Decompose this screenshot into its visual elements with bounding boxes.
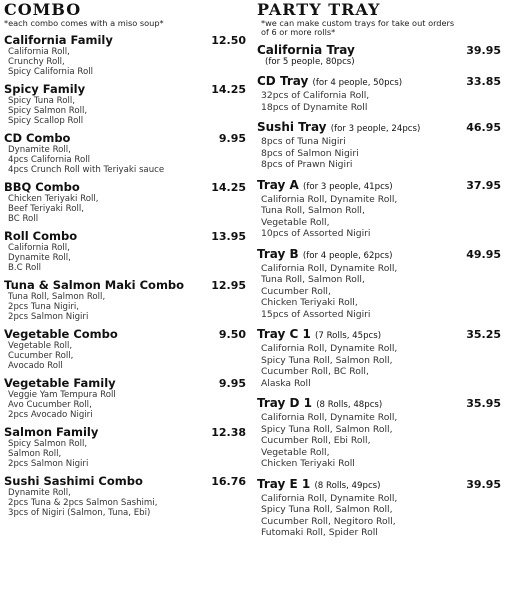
tray-size: (for 4 people, 62pcs) <box>302 250 393 261</box>
item-price: 12.95 <box>211 279 246 292</box>
tray-name: Tray C 1 <box>257 327 311 341</box>
description-line: Cucumber Roll, BC Roll, <box>261 366 369 377</box>
party-tray-list <box>257 43 501 539</box>
description-line: 18pcs of Dynamite Roll <box>261 101 368 113</box>
description-line: 4pcs California Roll <box>8 155 91 165</box>
description-line: Cucumber Roll, <box>261 285 331 297</box>
item-header <box>4 328 246 341</box>
description-line: Spicy Scallop Roll <box>8 116 84 126</box>
tray-size: (for 4 people, 50pcs) <box>312 78 403 88</box>
description-line: California Roll, Dynamite Roll, <box>261 492 398 504</box>
item-header <box>257 120 501 136</box>
description-line: 32pcs of California Roll, <box>261 90 370 101</box>
item-name: Vegetable Combo <box>4 327 118 341</box>
party-tray-note: *we can make custom trays for take out orders of 6 or more rolls* <box>261 18 455 37</box>
tray-name: CD Tray <box>257 74 309 88</box>
item-price: 9.95 <box>218 132 246 145</box>
item-name <box>257 396 382 412</box>
item-description <box>4 194 246 224</box>
menu-item <box>4 328 246 371</box>
item-name <box>257 74 402 90</box>
description-line: Veggie Yam Tempura Roll <box>8 390 116 400</box>
description-line: 2pcs Avocado Nigiri <box>8 410 93 420</box>
description-line: California Roll, Dynamite Roll, <box>261 193 398 205</box>
item-description <box>257 136 501 171</box>
tray-size: (for 5 people, 80pcs) <box>265 57 355 67</box>
item-price: 9.95 <box>218 377 246 390</box>
item-name: Tuna & Salmon Maki Combo <box>4 278 185 292</box>
item-header <box>4 230 246 243</box>
item-name: BBQ Combo <box>4 180 80 194</box>
item-price: 12.50 <box>211 34 246 47</box>
item-description <box>257 412 501 470</box>
item-description <box>257 263 501 321</box>
item-description <box>4 292 246 322</box>
tray-item <box>257 43 501 67</box>
party-tray-title: PARTY TRAY <box>257 0 381 19</box>
menu-item <box>4 279 246 322</box>
item-price: 35.25 <box>466 328 501 341</box>
description-line: Futomaki Roll, Spider Roll <box>261 527 378 538</box>
description-line: Spicy Tuna Roll, Salmon Roll, <box>261 423 393 435</box>
description-line: Vegetable Roll, <box>8 341 73 351</box>
description-line: BC Roll <box>8 214 39 224</box>
description-line: B.C Roll <box>8 263 41 273</box>
tray-size: (for 3 people, 41pcs) <box>303 181 393 192</box>
menu-item <box>4 475 246 518</box>
item-name: Spicy Family <box>4 82 86 96</box>
item-price: 37.95 <box>466 178 501 192</box>
item-header <box>257 247 501 263</box>
item-header <box>4 34 246 47</box>
tray-size: (for 3 people, 24pcs) <box>330 124 421 134</box>
item-description <box>257 493 501 539</box>
tray-name: Tray A <box>257 177 299 192</box>
item-price: 16.76 <box>211 475 246 488</box>
item-price: 12.38 <box>211 426 246 439</box>
item-name: Roll Combo <box>4 229 78 243</box>
description-line: Cucumber Roll, Ebi Roll, <box>261 435 371 446</box>
item-header <box>4 83 246 96</box>
tray-item <box>257 327 501 389</box>
tray-name: Tray E 1 <box>257 476 311 491</box>
description-line: Cucumber Roll, <box>8 351 74 361</box>
item-name: California Family <box>4 33 113 47</box>
item-description <box>257 194 501 240</box>
description-line: Dynamite Roll, <box>8 253 71 263</box>
item-price: 13.95 <box>211 230 246 243</box>
item-name: Vegetable Family <box>4 376 116 390</box>
tray-name: Sushi Tray <box>257 120 327 134</box>
item-price: 35.95 <box>466 397 501 410</box>
description-line: California Roll, <box>8 47 70 57</box>
item-name <box>257 477 381 493</box>
item-price: 33.85 <box>466 75 501 88</box>
description-line: 8pcs of Tuna Nigiri <box>261 136 346 147</box>
combo-list <box>4 34 246 518</box>
item-name: Sushi Sashimi Combo <box>4 474 143 488</box>
item-description <box>4 390 246 420</box>
combo-title: COMBO <box>4 0 82 19</box>
description-line: Crunchy Roll, <box>8 57 65 67</box>
description-line: Vegetable Roll, <box>261 216 330 228</box>
description-line: Alaska Roll <box>261 377 311 389</box>
item-description <box>4 96 246 126</box>
item-description <box>257 90 501 113</box>
item-header <box>257 43 501 57</box>
menu-item <box>4 132 246 175</box>
item-header <box>257 178 501 194</box>
item-price: 46.95 <box>466 121 501 134</box>
description-line: Spicy Salmon Roll, <box>8 106 88 116</box>
item-name <box>257 120 420 136</box>
item-description <box>4 243 246 273</box>
menu-item <box>4 83 246 126</box>
item-description <box>4 341 246 371</box>
item-header <box>257 396 501 412</box>
item-name: Salmon Family <box>4 425 99 439</box>
party-tray-column <box>257 0 501 539</box>
tray-item <box>257 247 501 321</box>
item-header <box>4 279 246 292</box>
item-description <box>257 343 501 389</box>
tray-name: Tray B <box>257 246 299 261</box>
item-header <box>4 181 246 194</box>
item-header <box>4 377 246 390</box>
description-line: Spicy Salmon Roll, <box>8 439 88 449</box>
item-header <box>257 74 501 90</box>
tray-size: (8 Rolls, 49pcs) <box>314 480 381 491</box>
description-line: California Roll, <box>8 243 70 253</box>
description-line: 2pcs Salmon Nigiri <box>8 459 89 469</box>
description-line: 2pcs Salmon Nigiri <box>8 312 89 322</box>
menu-item <box>4 230 246 273</box>
description-line: California Roll, Dynamite Roll, <box>261 343 398 354</box>
item-description <box>4 145 246 175</box>
description-line: Chicken Teriyaki Roll, <box>8 194 99 204</box>
description-line: 10pcs of Assorted Nigiri <box>261 228 371 239</box>
description-line: Vegetable Roll, <box>261 446 330 458</box>
item-header <box>4 475 246 488</box>
description-line: Chicken Teriyaki Roll, <box>261 297 358 308</box>
description-line: California Roll, Dynamite Roll, <box>261 412 398 423</box>
item-header <box>4 132 246 145</box>
menu-item <box>4 34 246 77</box>
description-line: 3pcs of Nigiri (Salmon, Tuna, Ebi) <box>8 508 151 518</box>
item-description <box>4 439 246 469</box>
tray-name: Tray D 1 <box>257 396 313 410</box>
description-line: 4pcs Crunch Roll with Teriyaki sauce <box>8 165 165 175</box>
item-price: 39.95 <box>466 44 501 57</box>
description-line: Chicken Teriyaki Roll <box>261 458 355 469</box>
item-price: 9.50 <box>218 328 246 341</box>
menu-item <box>4 377 246 420</box>
description-line: Tuna Roll, Salmon Roll, <box>261 205 365 216</box>
description-line: California Roll, Dynamite Roll, <box>261 262 398 274</box>
description-line: 8pcs of Prawn Nigiri <box>261 159 353 170</box>
item-header <box>4 426 246 439</box>
description-line: 2pcs Tuna & 2pcs Salmon Sashimi, <box>8 498 158 508</box>
tray-item <box>257 178 501 240</box>
item-description <box>4 488 246 518</box>
description-line: Dynamite Roll, <box>8 488 71 498</box>
description-line: Beef Teriyaki Roll, <box>8 204 85 214</box>
item-name <box>257 247 393 263</box>
description-line: Spicy Tuna Roll, Salmon Roll, <box>261 354 393 366</box>
description-line: Spicy Tuna Roll, <box>8 96 76 106</box>
menu-item <box>4 181 246 224</box>
tray-size: (8 Rolls, 48pcs) <box>316 400 383 410</box>
description-line: Avo Cucumber Roll, <box>8 400 92 410</box>
description-line: Salmon Roll, <box>8 449 62 459</box>
description-line: 8pcs of Salmon Nigiri <box>261 147 359 159</box>
item-price: 49.95 <box>466 247 501 261</box>
description-line: 15pcs of Assorted Nigiri <box>261 308 371 320</box>
combo-column <box>4 0 246 518</box>
item-price: 39.95 <box>466 477 501 491</box>
description-line: Dynamite Roll, <box>8 145 71 155</box>
item-header <box>257 477 501 493</box>
item-header <box>257 327 501 343</box>
item-description <box>4 47 246 77</box>
item-name <box>257 327 381 343</box>
tray-size: (7 Rolls, 45pcs) <box>315 331 382 341</box>
tray-item <box>257 74 501 113</box>
description-line: Spicy California Roll <box>8 67 93 77</box>
tray-item <box>257 477 501 539</box>
tray-item <box>257 120 501 171</box>
description-line: Cucumber Roll, Negitoro Roll, <box>261 515 396 527</box>
item-name <box>257 43 355 57</box>
menu-item <box>4 426 246 469</box>
item-price: 14.25 <box>211 83 246 96</box>
tray-name: California Tray <box>257 43 355 57</box>
item-price: 14.25 <box>211 181 246 194</box>
description-line: Tuna Roll, Salmon Roll, <box>261 274 365 285</box>
item-name: CD Combo <box>4 131 71 145</box>
description-line: Avocado Roll <box>8 361 63 371</box>
description-line: Tuna Roll, Salmon Roll, <box>8 292 106 302</box>
description-line: 2pcs Tuna Nigiri, <box>8 302 80 312</box>
tray-item <box>257 396 501 470</box>
description-line: Spicy Tuna Roll, Salmon Roll, <box>261 504 393 515</box>
item-name <box>257 178 393 194</box>
combo-note: *each combo comes with a miso soup* <box>4 18 164 28</box>
